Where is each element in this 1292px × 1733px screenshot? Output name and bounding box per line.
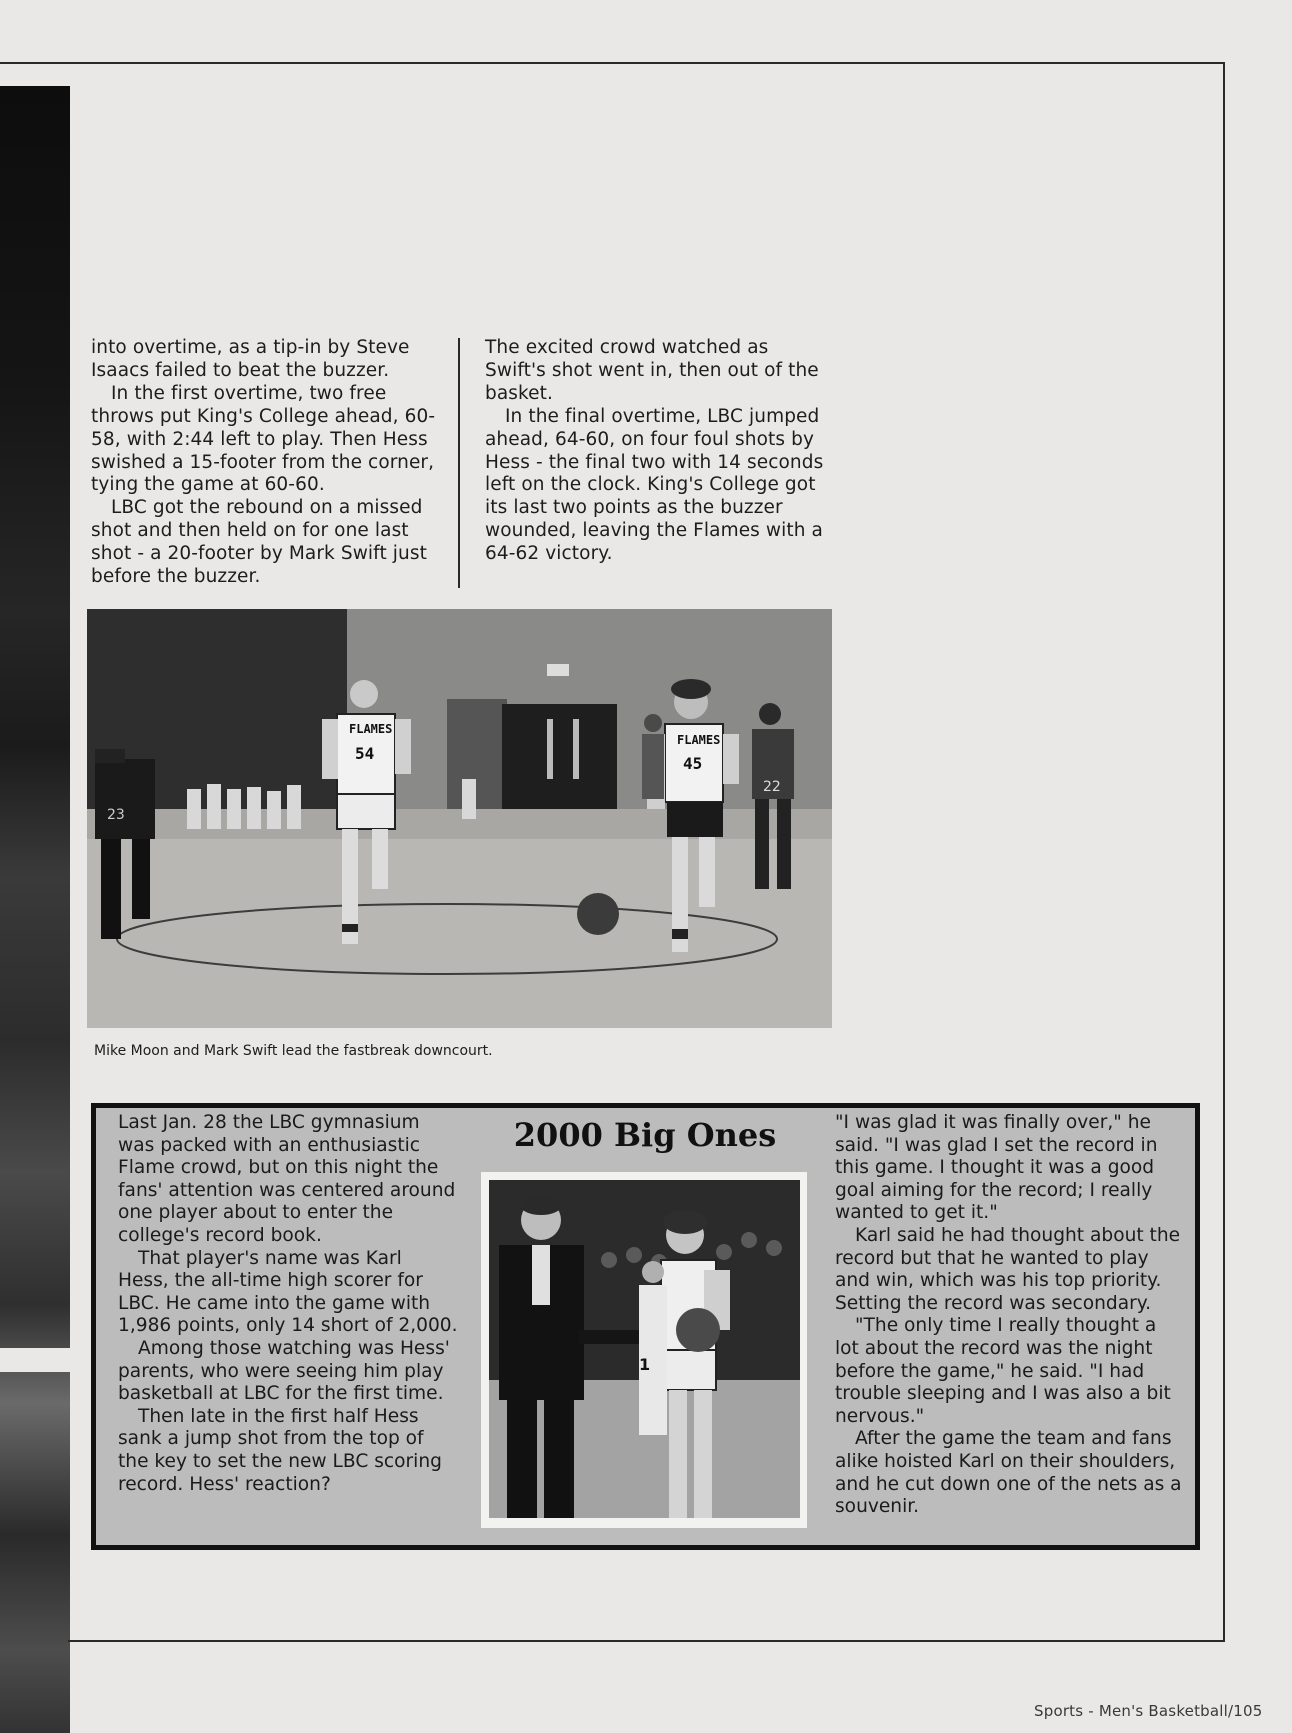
sidebar-paragraph: After the game the team and fans alike hoisted Karl on their shoulders, and he cut down one of the nets as a souvenir. xyxy=(835,1428,1182,1518)
article-column-2 xyxy=(485,337,830,566)
sidebar-column-1 xyxy=(118,1112,458,1496)
sidebar-paragraph: Last Jan. 28 the LBC gymnasium was packed with an enthusiastic Flame crowd, but on this night the fans' attention was centered around one player about to enter the college's record book. xyxy=(118,1112,456,1246)
jersey-number: 22 xyxy=(763,779,781,795)
page-frame-bottom-rule xyxy=(68,1640,1225,1642)
photo-caption: Mike Moon and Mark Swift lead the fastbreak downcourt. xyxy=(94,1043,493,1059)
article-paragraph: into overtime, as a tip-in by Steve Isaacs failed to beat the buzzer. xyxy=(91,337,410,381)
sidebar-paragraph: Then late in the first half Hess sank a jump shot from the top of the key to set the new LBC scoring record. Hess' reaction? xyxy=(118,1405,442,1495)
sidebar-title: 2000 Big Ones xyxy=(513,1116,777,1154)
page-footer: Sports - Men's Basketball/105 xyxy=(1034,1702,1263,1720)
jersey-number: 45 xyxy=(683,754,703,773)
page-frame-top-rule xyxy=(0,62,1225,64)
jersey-team: FLAMES xyxy=(349,722,393,736)
jersey-number: 1 xyxy=(639,1355,651,1374)
page-frame-right-rule xyxy=(1223,62,1225,1642)
sidebar-column-3 xyxy=(835,1112,1185,1519)
sidebar-paragraph: Karl said he had thought about the record but that he wanted to play and win, which was his top priority. Setting the record was secondary. xyxy=(835,1224,1181,1314)
article-paragraph: In the first overtime, two free throws put King's College ahead, 60-58, with 2:44 left to play. Then Hess swished a 15-footer from the corner, tying the game at 60-60. xyxy=(91,382,436,496)
jersey-number: 23 xyxy=(107,807,125,823)
column-divider xyxy=(458,338,460,588)
article-column-1 xyxy=(91,337,436,589)
sidebar-paragraph: "The only time I really thought a lot about the record was the night before the game," he said. "I had trouble sleeping and I was also a bit nervous." xyxy=(835,1315,1171,1427)
jersey-team: FLAMES xyxy=(677,733,721,747)
sidebar-paragraph: Among those watching was Hess' parents, who were seeing him play basketball at LBC for the first time. xyxy=(118,1337,450,1405)
fastbreak-photo xyxy=(87,609,832,1028)
sidebar-paragraph: That player's name was Karl Hess, the all-time high scorer for LBC. He came into the game with 1,986 points, only 14 short of 2,000. xyxy=(118,1247,458,1337)
article-paragraph: In the final overtime, LBC jumped ahead, 64-60, on four foul shots by Hess - the final two with 14 seconds left on the clock. King's College got its last two points as the buzzer wounded, leaving the Flames with a 64-62 victory. xyxy=(485,405,824,565)
article-paragraph: The excited crowd watched as Swift's shot went in, then out of the basket. xyxy=(485,337,819,404)
left-edge-photo-gap xyxy=(0,1348,70,1372)
record-photo-illustration xyxy=(489,1180,800,1518)
jersey-number: 54 xyxy=(355,744,375,763)
sidebar-paragraph: "I was glad it was finally over," he said. "I was glad I set the record in this game. I thought it was a good goal aiming for the record; I really wanted to get it." xyxy=(835,1112,1158,1224)
left-edge-photo xyxy=(0,86,70,1733)
fastbreak-photo-illustration xyxy=(87,609,832,1028)
article-paragraph: LBC got the rebound on a missed shot and then held on for one last shot - a 20-footer by Mark Swift just before the buzzer. xyxy=(91,497,427,588)
record-presentation-photo xyxy=(489,1180,800,1518)
